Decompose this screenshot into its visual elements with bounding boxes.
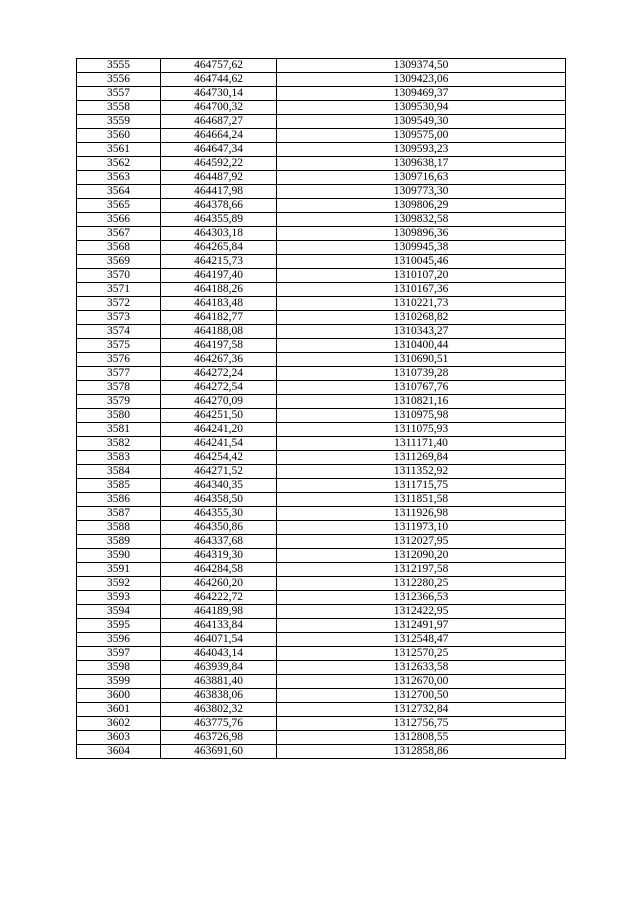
point-number-cell: 3595 [77,619,161,633]
y-coordinate-cell: 1312756,75 [277,717,566,731]
point-number-cell: 3577 [77,367,161,381]
table-row [77,423,566,437]
point-number-cell: 3599 [77,675,161,689]
y-coordinate-cell: 1310045,46 [277,255,566,269]
x-coordinate-cell: 463775,76 [161,717,277,731]
table-row [77,353,566,367]
table-row [77,675,566,689]
table-row [77,703,566,717]
y-coordinate-cell: 1310821,16 [277,395,566,409]
table-row [77,549,566,563]
table-row [77,577,566,591]
table-row [77,633,566,647]
point-number-cell: 3567 [77,227,161,241]
table-row [77,157,566,171]
y-coordinate-cell: 1312858,86 [277,745,566,759]
table-row [77,717,566,731]
table-row [77,591,566,605]
y-coordinate-cell: 1310167,36 [277,283,566,297]
point-number-cell: 3557 [77,87,161,101]
x-coordinate-cell: 464687,27 [161,115,277,129]
point-number-cell: 3562 [77,157,161,171]
point-number-cell: 3574 [77,325,161,339]
table-row [77,311,566,325]
point-number-cell: 3582 [77,437,161,451]
point-number-cell: 3558 [77,101,161,115]
table-row [77,255,566,269]
table-row [77,59,566,73]
table-row [77,619,566,633]
x-coordinate-cell: 464647,34 [161,143,277,157]
x-coordinate-cell: 464043,14 [161,647,277,661]
x-coordinate-cell: 464358,50 [161,493,277,507]
table-row [77,465,566,479]
x-coordinate-cell: 463802,32 [161,703,277,717]
y-coordinate-cell: 1310268,82 [277,311,566,325]
point-number-cell: 3564 [77,185,161,199]
table-row [77,745,566,759]
x-coordinate-cell: 464730,14 [161,87,277,101]
y-coordinate-cell: 1309832,58 [277,213,566,227]
point-number-cell: 3566 [77,213,161,227]
coordinates-table [76,58,566,759]
table-row [77,227,566,241]
x-coordinate-cell: 463881,40 [161,675,277,689]
y-coordinate-cell: 1312670,00 [277,675,566,689]
x-coordinate-cell: 464260,20 [161,577,277,591]
y-coordinate-cell: 1309469,37 [277,87,566,101]
y-coordinate-cell: 1309593,23 [277,143,566,157]
point-number-cell: 3560 [77,129,161,143]
y-coordinate-cell: 1309716,63 [277,171,566,185]
y-coordinate-cell: 1310767,76 [277,381,566,395]
x-coordinate-cell: 464337,68 [161,535,277,549]
point-number-cell: 3593 [77,591,161,605]
point-number-cell: 3572 [77,297,161,311]
x-coordinate-cell: 464215,73 [161,255,277,269]
table-row [77,437,566,451]
table-row [77,479,566,493]
point-number-cell: 3573 [77,311,161,325]
point-number-cell: 3559 [77,115,161,129]
point-number-cell: 3588 [77,521,161,535]
table-row [77,283,566,297]
y-coordinate-cell: 1309374,50 [277,59,566,73]
y-coordinate-cell: 1311269,84 [277,451,566,465]
table-row [77,563,566,577]
y-coordinate-cell: 1309575,00 [277,129,566,143]
x-coordinate-cell: 463726,98 [161,731,277,745]
y-coordinate-cell: 1312700,50 [277,689,566,703]
point-number-cell: 3556 [77,73,161,87]
x-coordinate-cell: 464340,35 [161,479,277,493]
y-coordinate-cell: 1312280,25 [277,577,566,591]
table-row [77,171,566,185]
y-coordinate-cell: 1310221,73 [277,297,566,311]
table-row [77,339,566,353]
x-coordinate-cell: 464251,50 [161,409,277,423]
y-coordinate-cell: 1312027,95 [277,535,566,549]
y-coordinate-cell: 1312732,84 [277,703,566,717]
x-coordinate-cell: 464744,62 [161,73,277,87]
y-coordinate-cell: 1311973,10 [277,521,566,535]
point-number-cell: 3594 [77,605,161,619]
table-row [77,647,566,661]
x-coordinate-cell: 464355,89 [161,213,277,227]
x-coordinate-cell: 464071,54 [161,633,277,647]
x-coordinate-cell: 464267,36 [161,353,277,367]
point-number-cell: 3602 [77,717,161,731]
y-coordinate-cell: 1309423,06 [277,73,566,87]
y-coordinate-cell: 1312491,97 [277,619,566,633]
table-row [77,731,566,745]
x-coordinate-cell: 464272,24 [161,367,277,381]
x-coordinate-cell: 464757,62 [161,59,277,73]
x-coordinate-cell: 464664,24 [161,129,277,143]
point-number-cell: 3568 [77,241,161,255]
table-row [77,129,566,143]
table-row [77,605,566,619]
y-coordinate-cell: 1310107,20 [277,269,566,283]
table-row [77,185,566,199]
table-row [77,381,566,395]
x-coordinate-cell: 463939,84 [161,661,277,675]
table-row [77,367,566,381]
table-row [77,115,566,129]
table-row [77,241,566,255]
x-coordinate-cell: 464189,98 [161,605,277,619]
x-coordinate-cell: 464487,92 [161,171,277,185]
y-coordinate-cell: 1312090,20 [277,549,566,563]
y-coordinate-cell: 1311075,93 [277,423,566,437]
x-coordinate-cell: 464254,42 [161,451,277,465]
x-coordinate-cell: 464271,52 [161,465,277,479]
x-coordinate-cell: 464197,58 [161,339,277,353]
point-number-cell: 3586 [77,493,161,507]
coordinates-table-body [77,59,566,759]
point-number-cell: 3581 [77,423,161,437]
x-coordinate-cell: 464265,84 [161,241,277,255]
table-row [77,507,566,521]
table-row [77,661,566,675]
point-number-cell: 3597 [77,647,161,661]
x-coordinate-cell: 464222,72 [161,591,277,605]
y-coordinate-cell: 1312197,58 [277,563,566,577]
table-row [77,269,566,283]
y-coordinate-cell: 1311851,58 [277,493,566,507]
x-coordinate-cell: 464270,09 [161,395,277,409]
table-row [77,451,566,465]
x-coordinate-cell: 464133,84 [161,619,277,633]
x-coordinate-cell: 464417,98 [161,185,277,199]
x-coordinate-cell: 464183,48 [161,297,277,311]
y-coordinate-cell: 1309945,38 [277,241,566,255]
point-number-cell: 3591 [77,563,161,577]
y-coordinate-cell: 1309530,94 [277,101,566,115]
y-coordinate-cell: 1312570,25 [277,647,566,661]
y-coordinate-cell: 1309806,29 [277,199,566,213]
x-coordinate-cell: 464182,77 [161,311,277,325]
point-number-cell: 3570 [77,269,161,283]
y-coordinate-cell: 1311715,75 [277,479,566,493]
point-number-cell: 3565 [77,199,161,213]
x-coordinate-cell: 464592,22 [161,157,277,171]
point-number-cell: 3579 [77,395,161,409]
point-number-cell: 3583 [77,451,161,465]
table-row [77,87,566,101]
table-row [77,101,566,115]
x-coordinate-cell: 464241,20 [161,423,277,437]
y-coordinate-cell: 1310343,27 [277,325,566,339]
point-number-cell: 3600 [77,689,161,703]
x-coordinate-cell: 463838,06 [161,689,277,703]
point-number-cell: 3575 [77,339,161,353]
point-number-cell: 3604 [77,745,161,759]
y-coordinate-cell: 1310400,44 [277,339,566,353]
point-number-cell: 3585 [77,479,161,493]
y-coordinate-cell: 1312548,47 [277,633,566,647]
y-coordinate-cell: 1312633,58 [277,661,566,675]
table-row [77,199,566,213]
y-coordinate-cell: 1312422,95 [277,605,566,619]
point-number-cell: 3587 [77,507,161,521]
table-row [77,73,566,87]
x-coordinate-cell: 464188,08 [161,325,277,339]
point-number-cell: 3584 [77,465,161,479]
x-coordinate-cell: 464319,30 [161,549,277,563]
point-number-cell: 3563 [77,171,161,185]
y-coordinate-cell: 1311352,92 [277,465,566,479]
y-coordinate-cell: 1311926,98 [277,507,566,521]
point-number-cell: 3576 [77,353,161,367]
point-number-cell: 3578 [77,381,161,395]
table-row [77,325,566,339]
point-number-cell: 3561 [77,143,161,157]
x-coordinate-cell: 464272,54 [161,381,277,395]
x-coordinate-cell: 464350,86 [161,521,277,535]
x-coordinate-cell: 464355,30 [161,507,277,521]
y-coordinate-cell: 1310975,98 [277,409,566,423]
table-row [77,493,566,507]
table-row [77,213,566,227]
table-row [77,689,566,703]
point-number-cell: 3596 [77,633,161,647]
x-coordinate-cell: 464700,32 [161,101,277,115]
y-coordinate-cell: 1310739,28 [277,367,566,381]
x-coordinate-cell: 463691,60 [161,745,277,759]
point-number-cell: 3590 [77,549,161,563]
y-coordinate-cell: 1312366,53 [277,591,566,605]
table-row [77,409,566,423]
table-row [77,297,566,311]
x-coordinate-cell: 464241,54 [161,437,277,451]
point-number-cell: 3589 [77,535,161,549]
y-coordinate-cell: 1309896,36 [277,227,566,241]
point-number-cell: 3601 [77,703,161,717]
y-coordinate-cell: 1310690,51 [277,353,566,367]
x-coordinate-cell: 464378,66 [161,199,277,213]
y-coordinate-cell: 1309638,17 [277,157,566,171]
point-number-cell: 3555 [77,59,161,73]
table-row [77,395,566,409]
table-row [77,143,566,157]
table-row [77,535,566,549]
point-number-cell: 3598 [77,661,161,675]
point-number-cell: 3571 [77,283,161,297]
y-coordinate-cell: 1312808,55 [277,731,566,745]
point-number-cell: 3580 [77,409,161,423]
x-coordinate-cell: 464284,58 [161,563,277,577]
point-number-cell: 3592 [77,577,161,591]
x-coordinate-cell: 464303,18 [161,227,277,241]
x-coordinate-cell: 464197,40 [161,269,277,283]
y-coordinate-cell: 1309773,30 [277,185,566,199]
table-row [77,521,566,535]
point-number-cell: 3569 [77,255,161,269]
x-coordinate-cell: 464188,26 [161,283,277,297]
y-coordinate-cell: 1309549,30 [277,115,566,129]
y-coordinate-cell: 1311171,40 [277,437,566,451]
point-number-cell: 3603 [77,731,161,745]
